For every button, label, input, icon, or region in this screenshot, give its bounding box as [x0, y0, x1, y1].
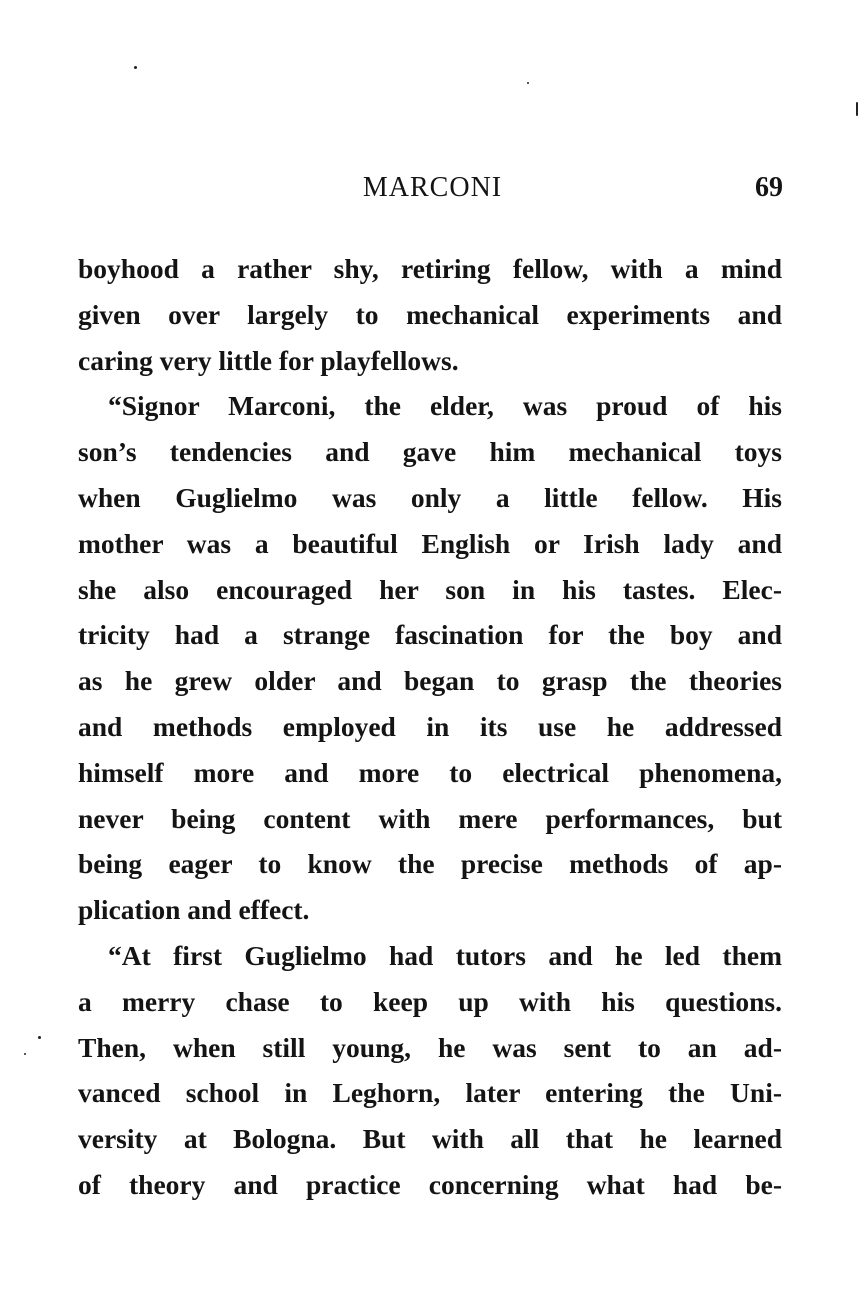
running-title: MARCONI — [362, 172, 503, 203]
paragraph-3 — [78, 933, 782, 1208]
paragraph-2 — [78, 383, 782, 933]
text-line: and methods employed in its use he addressed — [78, 710, 782, 742]
paragraph-1 — [78, 246, 782, 383]
text-line: a merry chase to keep up with his questions. — [78, 985, 782, 1017]
text-line: tricity had a strange fascination for the boy and — [78, 619, 782, 651]
text-line: she also encouraged her son in his tastes. Elec- — [78, 573, 782, 605]
text-line: given over largely to mechanical experiments and — [78, 298, 782, 330]
text-line: when Guglielmo was only a little fellow. His — [78, 481, 782, 513]
text-line: son’s tendencies and gave him mechanical toys — [78, 436, 782, 468]
page-number: 69 — [755, 172, 783, 203]
text-line: as he grew older and began to grasp the theories — [78, 665, 782, 697]
scan-speck — [38, 1036, 41, 1039]
text-line: himself more and more to electrical phenomena, — [78, 756, 782, 788]
text-line: mother was a beautiful English or Irish lady and — [78, 527, 782, 559]
text-line: never being content with mere performances, but — [78, 802, 782, 834]
page-header — [0, 172, 865, 212]
scan-speck — [856, 102, 858, 116]
text-line: “Signor Marconi, the elder, was proud of his — [108, 390, 782, 422]
scan-speck — [24, 1053, 26, 1055]
body-text — [78, 246, 782, 1208]
scan-speck — [527, 82, 529, 84]
text-line: “At first Guglielmo had tutors and he led them — [108, 939, 782, 971]
text-line: plication and effect. — [78, 894, 310, 926]
text-line: being eager to know the precise methods of ap- — [78, 848, 782, 880]
text-line: boyhood a rather shy, retiring fellow, with a mind — [78, 253, 782, 284]
text-line: caring very little for playfellows. — [78, 344, 459, 376]
text-line: versity at Bologna. But with all that he learned — [78, 1123, 782, 1155]
text-line: Then, when still young, he was sent to an ad- — [78, 1031, 782, 1063]
scan-speck — [134, 66, 137, 69]
text-line: of theory and practice concerning what had be- — [78, 1168, 782, 1200]
text-line: vanced school in Leghorn, later entering the Uni- — [78, 1077, 782, 1109]
